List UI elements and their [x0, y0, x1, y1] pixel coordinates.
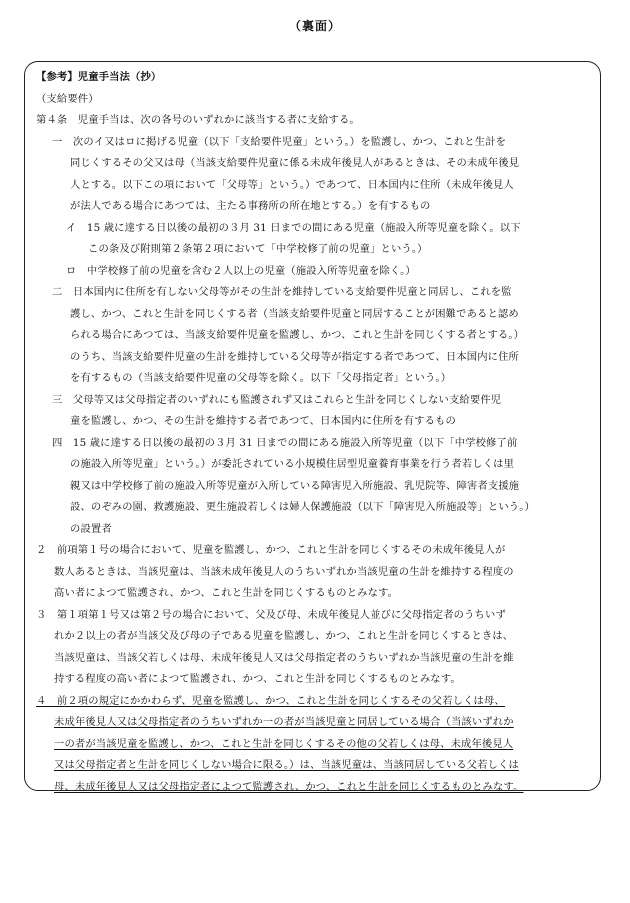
law-line: の設置者 [70, 522, 112, 535]
law-line: 同じくするその父又は母（当該支給要件児童に係る未成年後見人があるときは、その未成年後見 [70, 157, 520, 169]
law-text [36, 110, 591, 798]
law-line: 人とする。以下この項において「父母等」という。）であつて、日本国内に住所（未成年後見人 [70, 178, 514, 191]
law-line-amended: 又は父母指定者と生計を同じくしない場合に限る。）は、当該児童は、当該同居している父若しくは [54, 759, 519, 771]
law-line: この条及び附則第２条第２項において「中学校修了前の児童」という。） [88, 243, 428, 255]
law-line-amended: ４ 前２項の規定にかかわらず、児童を監護し、かつ、これと生計を同じくするその父若しくは母、 [36, 694, 505, 707]
reference-heading: （支給要件） [36, 92, 99, 105]
law-line: が法人である場合にあつては、主たる事務所の所在地とする。）を有するもの [70, 200, 431, 212]
law-line: 数人あるときは、当該児童は、当該未成年後見人のうちいずれか当該児童の生計を維持する程度の [54, 565, 514, 578]
law-line: 親又は中学校修了前の施設入所等児童が入所している障害児入所施設、乳児院等、障害者支援施 [70, 479, 520, 492]
law-line: 三 父母等又は父母指定者のいずれにも監護されず又はこれらと生計を同じくしない支給要件児 [52, 393, 502, 406]
law-line: のうち、当該支給要件児童の生計を維持している父母等が指定する者であつて、日本国内に住所 [70, 350, 520, 363]
law-line: ３ 第１項第１号又は第２号の場合において、父及び母、未成年後見人並びに父母指定者のうちいず [36, 608, 506, 621]
law-line-amended: 一の者が当該児童を監護し、かつ、これと生計を同じくするその他の父若しくは母、未成年後見人 [54, 737, 514, 750]
law-line: イ 15 歳に達する日以後の最初の３月 31 日までの間にある児童（施設入所等児童を除く。以下 [66, 221, 521, 234]
reference-content [36, 67, 591, 798]
law-line: 設、のぞみの園、救護施設、更生施設若しくは婦人保護施設（以下「障害児入所施設等」という。） [70, 501, 535, 513]
law-line: 持する程度の高い者によつて監護され、かつ、これと生計を同じくするものとみなす。 [54, 673, 461, 685]
law-line-amended: 母、未成年後見人又は父母指定者によつて監護され、かつ、これと生計を同じくするものとみなす。 [54, 780, 524, 793]
page-side-label: （裏面） [288, 19, 341, 33]
law-line: 高い者によつて監護され、かつ、これと生計を同じくするものとみなす。 [54, 587, 399, 599]
law-line: 童を監護し、かつ、その生計を維持する者であつて、日本国内に住所を有するもの [70, 415, 456, 427]
law-line: 二 日本国内に住所を有しない父母等がその生計を維持している支給要件児童と同居し、これを監 [52, 286, 512, 298]
reference-title: 【参考】児童手当法（抄） [36, 71, 162, 83]
law-line: の施設入所等児童」という。）が委託されている小規模住居型児童養育事業を行う者若しくは里 [70, 458, 515, 470]
law-line: られる場合にあつては、当該支給要件児童を監護し、かつ、これと生計を同じくする者とする。） [70, 329, 525, 341]
law-line: ２ 前項第１号の場合において、児童を監護し、かつ、これと生計を同じくするその未成年後見人が [36, 544, 506, 556]
law-line: 一 次のイ又はロに掲げる児童（以下「支給要件児童」という。）を監護し、かつ、これと生計を [52, 135, 507, 148]
law-line: 第４条 児童手当は、次の各号のいずれかに該当する者に支給する。 [36, 114, 360, 126]
law-line: 四 15 歳に達する日以後の最初の３月 31 日までの間にある施設入所等児童（以下「中学校修了前 [52, 436, 518, 449]
law-line-amended: 未成年後見人又は父母指定者のうちいずれか一の者が当該児童と同居している場合（当該いずれか [54, 716, 514, 728]
law-line: ロ 中学校修了前の児童を含む２人以上の児童（施設入所等児童を除く。） [66, 264, 416, 277]
law-line: を有するもの（当該支給要件児童の父母等を除く。以下「父母指定者」という。） [70, 372, 452, 384]
law-line: 当該児童は、当該父若しくは母、未成年後見人又は父母指定者のうちいずれか当該児童の生計を維 [54, 651, 514, 664]
law-line: 護し、かつ、これと生計を同じくする者（当該支給要件児童と同居することが困難であると認め [70, 307, 519, 320]
law-line: れか２以上の者が当該父及び母の子である児童を監護し、かつ、これと生計を同じくするときは、 [54, 630, 514, 642]
